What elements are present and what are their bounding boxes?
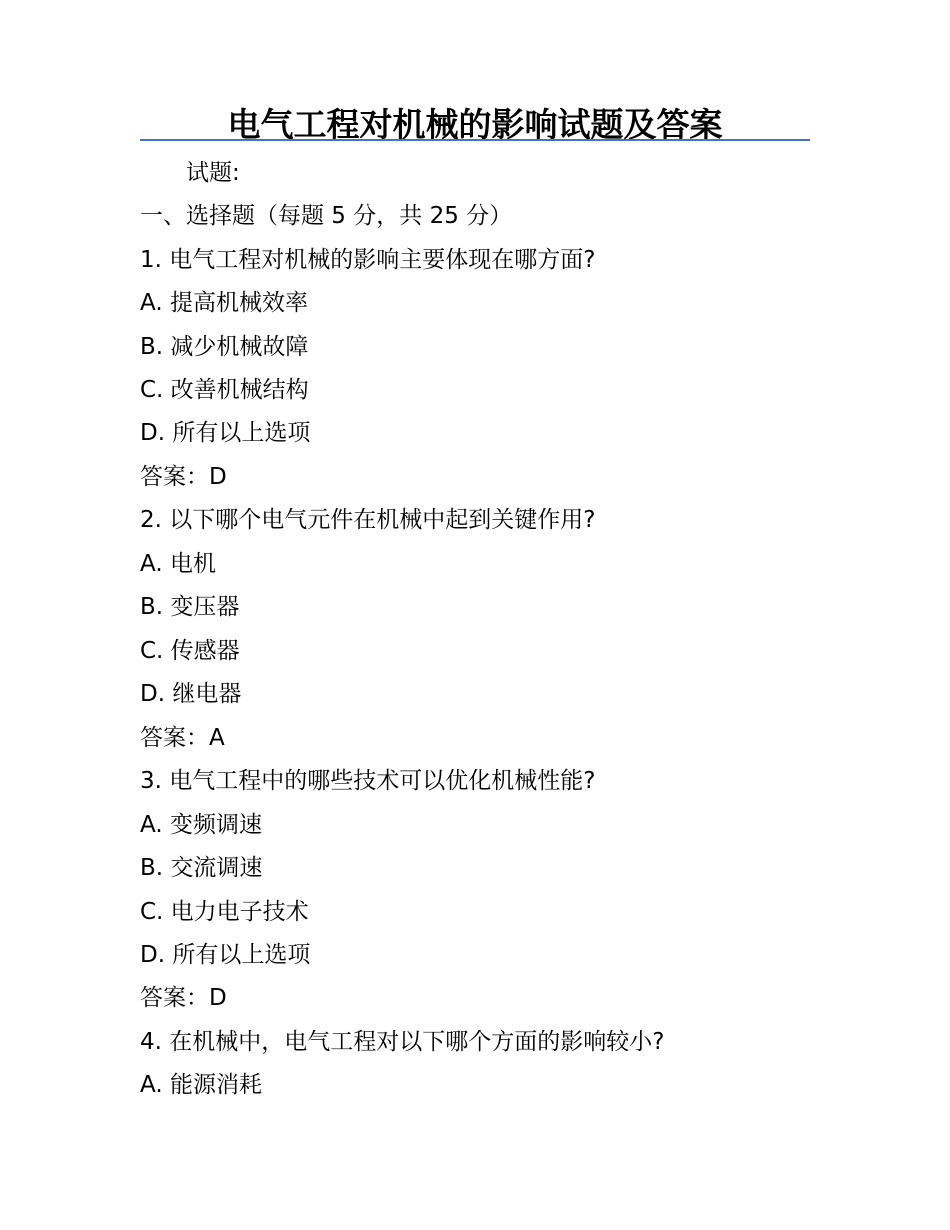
option-line: C. 传感器 — [140, 638, 240, 664]
answer-line: 答案：D — [140, 985, 227, 1011]
question-3: 3. 电气工程中的哪些技术可以优化机械性能? — [140, 768, 596, 794]
title-underline — [140, 139, 810, 141]
option-line: D. 所有以上选项 — [140, 420, 311, 446]
option-line: A. 提高机械效率 — [140, 290, 308, 316]
option-line: B. 变压器 — [140, 594, 240, 620]
question-1: 1. 电气工程对机械的影响主要体现在哪方面? — [140, 247, 596, 273]
option-line: C. 改善机械结构 — [140, 377, 309, 403]
document-title: 电气工程对机械的影响试题及答案 — [227, 105, 723, 144]
question-4: 4. 在机械中，电气工程对以下哪个方面的影响较小? — [140, 1029, 665, 1055]
section-label: 试题: — [186, 160, 240, 186]
section-heading: 一、选择题（每题 5 分，共 25 分） — [140, 203, 513, 229]
option-line: D. 所有以上选项 — [140, 942, 311, 968]
answer-line: 答案：D — [140, 464, 227, 490]
option-line: B. 交流调速 — [140, 855, 263, 881]
option-line: A. 变频调速 — [140, 812, 262, 838]
option-line: A. 电机 — [140, 551, 216, 577]
option-line: C. 电力电子技术 — [140, 899, 309, 925]
option-line: A. 能源消耗 — [140, 1072, 262, 1098]
answer-line: 答案：A — [140, 725, 225, 751]
question-2: 2. 以下哪个电气元件在机械中起到关键作用? — [140, 507, 596, 533]
option-line: D. 继电器 — [140, 681, 242, 707]
option-line: B. 减少机械故障 — [140, 334, 309, 360]
